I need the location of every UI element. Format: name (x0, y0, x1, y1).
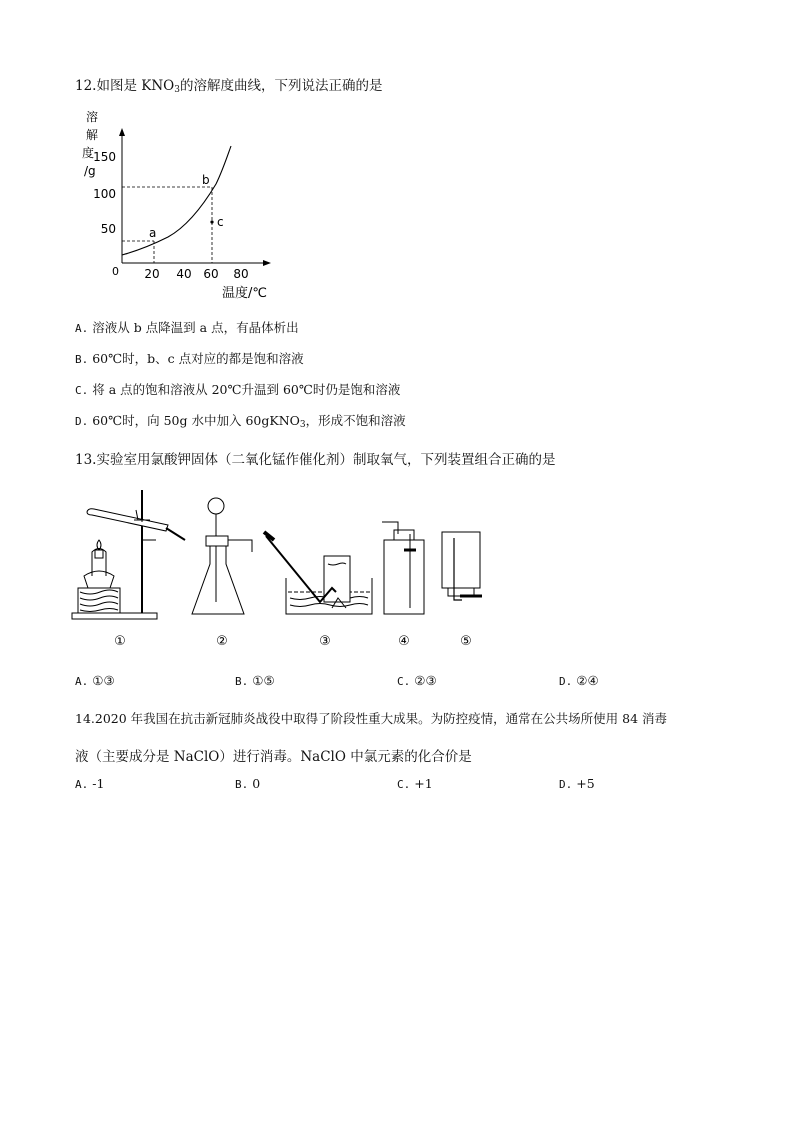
point-c-dot (210, 220, 213, 223)
y-tick-150: 150 (93, 150, 116, 164)
q13-option-d[interactable]: D. ②④ (559, 673, 599, 688)
kno3-solubility-curve (122, 146, 231, 255)
q14-option-b[interactable]: B. 0 (235, 776, 261, 791)
x-tick-60: 60 (203, 267, 219, 281)
x-tick-20: 20 (144, 267, 160, 281)
apparatus-label-3: ③ (319, 634, 331, 649)
point-b-label: b (202, 173, 210, 187)
question-14-stem-line-2: 液（主要成分是 NaClO）进行消毒。NaClO 中氯元素的化合价是 (75, 749, 472, 765)
y-axis-arrow (119, 128, 125, 136)
q13-option-b[interactable]: B. ①⑤ (235, 673, 275, 688)
point-c-label: c (217, 215, 224, 229)
apparatus-1-heating-setup (72, 490, 185, 619)
apparatus-label-4: ④ (398, 634, 410, 649)
y-axis-label-2: 解 (86, 128, 99, 142)
q13-option-a[interactable]: A. ①③ (75, 673, 115, 688)
question-number: 12. (75, 78, 97, 94)
q12-option-c[interactable]: C. 将 a 点的饱和溶液从 20℃升温到 60℃时仍是饱和溶液 (75, 382, 401, 397)
point-a-label: a (149, 226, 157, 240)
apparatus-label-5: ⑤ (460, 634, 472, 649)
x-tick-80: 80 (233, 267, 249, 281)
q12-option-a[interactable]: A. 溶液从 b 点降温到 a 点，有晶体析出 (75, 320, 299, 335)
y-tick-100: 100 (93, 187, 116, 201)
x-axis-arrow (263, 260, 271, 266)
question-13-stem: 13.实验室用氯酸钾固体（二氧化锰作催化剂）制取氧气，下列装置组合正确的是 (75, 452, 556, 468)
y-axis-label-1: 溶 (86, 110, 99, 124)
question-12-stem: 12.如图是 $KNO_3$的溶解度曲线，下列说法正确的是 (75, 78, 383, 95)
q14-option-d[interactable]: D. +5 (559, 776, 595, 791)
y-axis-label-4: /g (84, 164, 96, 178)
q12-option-b[interactable]: B. 60℃时，b、c 点对应的都是饱和溶液 (75, 351, 304, 366)
apparatus-5-inverted-bottle (442, 532, 482, 600)
q12-option-d[interactable]: D. 60℃时，向 50g 水中加入 60gKNO$_3$，形成不饱和溶液 (75, 413, 406, 430)
q14-option-a[interactable]: A. -1 (75, 776, 105, 791)
apparatus-3-water-trough (264, 532, 372, 614)
question-14-stem-line-1: 14.2020 年我国在抗击新冠肺炎战役中取得了阶段性重大成果。为防控疫情，通常在公共场所使用 84 消毒 (75, 711, 668, 726)
y-tick-50: 50 (100, 222, 116, 236)
apparatus-label-1: ① (114, 634, 126, 649)
question-number: 13. (75, 452, 97, 468)
x-axis-label: 温度/℃ (222, 286, 267, 301)
origin-label: 0 (112, 265, 119, 278)
apparatus-label-2: ② (216, 634, 228, 649)
q13-option-c[interactable]: C. ②③ (397, 673, 437, 688)
solubility-curve-figure (70, 102, 290, 302)
y-axis-label-3: 度 (82, 146, 95, 160)
q14-option-c[interactable]: C. +1 (397, 776, 433, 791)
question-number: 14. (75, 711, 95, 726)
apparatus-4-gas-bottle (382, 522, 424, 614)
apparatus-2-conical-flask (192, 498, 252, 614)
apparatus-figure (70, 480, 500, 652)
x-tick-40: 40 (176, 267, 192, 281)
